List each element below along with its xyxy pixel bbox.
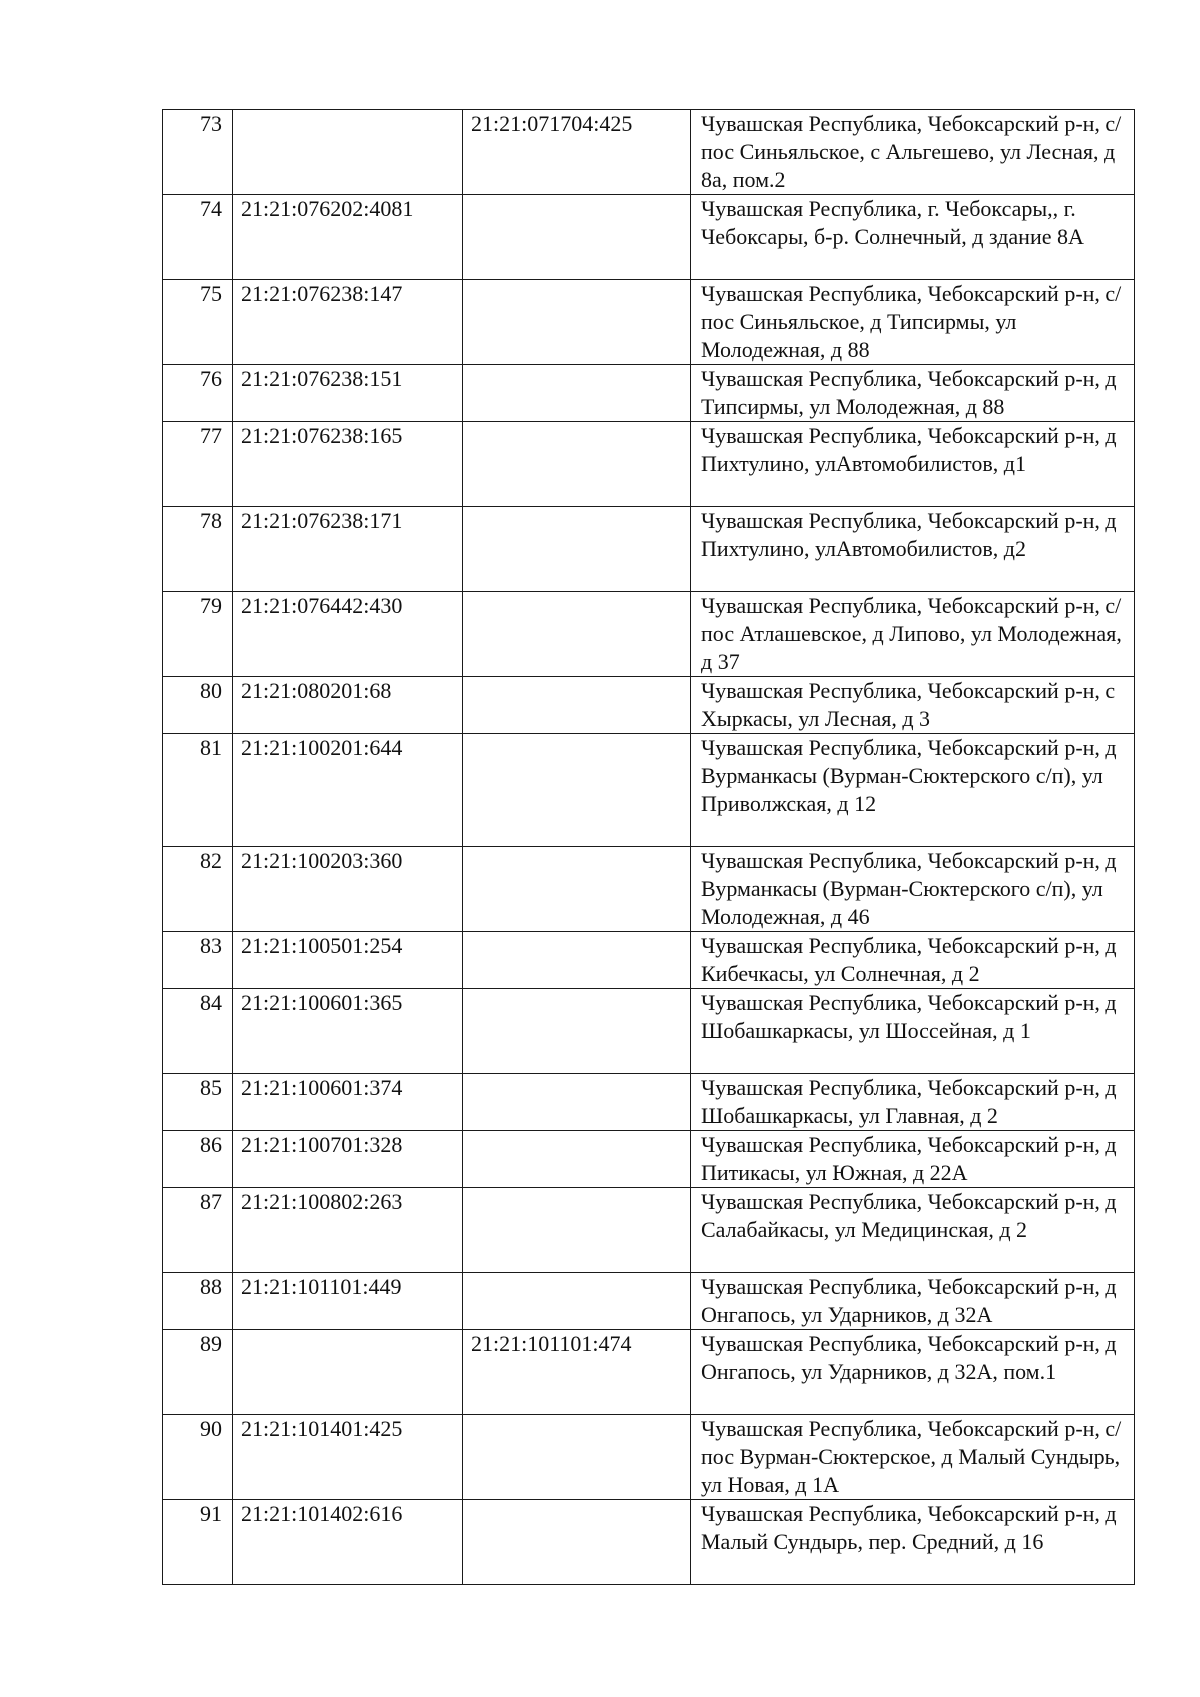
row-number: 85 — [163, 1074, 233, 1131]
row-number: 74 — [163, 195, 233, 280]
cadastral-number-premises — [463, 507, 691, 592]
row-number: 75 — [163, 280, 233, 365]
row-number: 90 — [163, 1415, 233, 1500]
address-cell: Чувашская Республика, Чебоксарский р-н, д Вурманкасы (Вурман-Сюктерского с/п), ул Приволжская, д 12 — [691, 734, 1135, 847]
address-cell: Чувашская Республика, Чебоксарский р-н, д Онгапось, ул Ударников, д 32А — [691, 1273, 1135, 1330]
table-row — [163, 989, 1135, 1074]
address-cell: Чувашская Республика, Чебоксарский р-н, д Вурманкасы (Вурман-Сюктерского с/п), ул Молодежная, д 46 — [691, 847, 1135, 932]
cadastral-number: 21:21:076238:151 — [233, 365, 463, 422]
address-cell: Чувашская Республика, Чебоксарский р-н, д Онгапось, ул Ударников, д 32А, пом.1 — [691, 1330, 1135, 1415]
cadastral-number: 21:21:101401:425 — [233, 1415, 463, 1500]
cadastral-number-premises — [463, 422, 691, 507]
address-cell: Чувашская Республика, Чебоксарский р-н, д Малый Сундырь, пер. Средний, д 16 — [691, 1500, 1135, 1585]
cadastral-number: 21:21:100802:263 — [233, 1188, 463, 1273]
cadastral-number: 21:21:076202:4081 — [233, 195, 463, 280]
address-cell: Чувашская Республика, Чебоксарский р-н, с Хыркасы, ул Лесная, д 3 — [691, 677, 1135, 734]
property-table — [162, 109, 1135, 1585]
cadastral-number: 21:21:076238:165 — [233, 422, 463, 507]
cadastral-number-premises — [463, 734, 691, 847]
cadastral-number: 21:21:100601:365 — [233, 989, 463, 1074]
table-row — [163, 1131, 1135, 1188]
table-row — [163, 932, 1135, 989]
cadastral-number: 21:21:100601:374 — [233, 1074, 463, 1131]
table-row — [163, 1273, 1135, 1330]
cadastral-number: 21:21:076442:430 — [233, 592, 463, 677]
table-body — [163, 110, 1135, 1585]
row-number: 84 — [163, 989, 233, 1074]
cadastral-number: 21:21:100203:360 — [233, 847, 463, 932]
row-number: 87 — [163, 1188, 233, 1273]
table-row — [163, 1188, 1135, 1273]
cadastral-number-premises — [463, 989, 691, 1074]
cadastral-number: 21:21:100501:254 — [233, 932, 463, 989]
cadastral-number-premises — [463, 592, 691, 677]
cadastral-number-premises: 21:21:101101:474 — [463, 1330, 691, 1415]
table-row — [163, 280, 1135, 365]
row-number: 91 — [163, 1500, 233, 1585]
address-cell: Чувашская Республика, Чебоксарский р-н, д Салабайкасы, ул Медицинская, д 2 — [691, 1188, 1135, 1273]
address-cell: Чувашская Республика, Чебоксарский р-н, с/пос Синьяльское, с Альгешево, ул Лесная, д 8а, пом.2 — [691, 110, 1135, 195]
cadastral-number-premises — [463, 1188, 691, 1273]
table-row — [163, 1415, 1135, 1500]
row-number: 83 — [163, 932, 233, 989]
address-cell: Чувашская Республика, Чебоксарский р-н, д Пихтулино, улАвтомобилистов, д2 — [691, 507, 1135, 592]
address-cell: Чувашская Республика, Чебоксарский р-н, с/пос Синьяльское, д Типсирмы, ул Молодежная, д 88 — [691, 280, 1135, 365]
row-number: 82 — [163, 847, 233, 932]
row-number: 80 — [163, 677, 233, 734]
row-number: 73 — [163, 110, 233, 195]
row-number: 77 — [163, 422, 233, 507]
address-cell: Чувашская Республика, Чебоксарский р-н, с/пос Атлашевское, д Липово, ул Молодежная, д 37 — [691, 592, 1135, 677]
row-number: 86 — [163, 1131, 233, 1188]
table-row — [163, 1500, 1135, 1585]
cadastral-number: 21:21:080201:68 — [233, 677, 463, 734]
cadastral-number-premises — [463, 1131, 691, 1188]
table-row — [163, 1330, 1135, 1415]
cadastral-number-premises: 21:21:071704:425 — [463, 110, 691, 195]
cadastral-number: 21:21:100201:644 — [233, 734, 463, 847]
table-row — [163, 734, 1135, 847]
row-number: 89 — [163, 1330, 233, 1415]
table-row — [163, 110, 1135, 195]
address-cell: Чувашская Республика, Чебоксарский р-н, д Кибечкасы, ул Солнечная, д 2 — [691, 932, 1135, 989]
table-row — [163, 507, 1135, 592]
cadastral-number-premises — [463, 1500, 691, 1585]
address-cell: Чувашская Республика, Чебоксарский р-н, с/пос Вурман-Сюктерское, д Малый Сундырь, ул Новая, д 1А — [691, 1415, 1135, 1500]
row-number: 88 — [163, 1273, 233, 1330]
cadastral-number: 21:21:076238:171 — [233, 507, 463, 592]
cadastral-number-premises — [463, 932, 691, 989]
cadastral-number: 21:21:076238:147 — [233, 280, 463, 365]
address-cell: Чувашская Республика, Чебоксарский р-н, д Шобашкаркасы, ул Главная, д 2 — [691, 1074, 1135, 1131]
address-cell: Чувашская Республика, Чебоксарский р-н, д Шобашкаркасы, ул Шоссейная, д 1 — [691, 989, 1135, 1074]
cadastral-number-premises — [463, 1273, 691, 1330]
table-row — [163, 592, 1135, 677]
cadastral-number — [233, 110, 463, 195]
cadastral-number-premises — [463, 1074, 691, 1131]
table-row — [163, 195, 1135, 280]
row-number: 78 — [163, 507, 233, 592]
address-cell: Чувашская Республика, г. Чебоксары,, г. Чебоксары, б-р. Солнечный, д здание 8А — [691, 195, 1135, 280]
table-row — [163, 365, 1135, 422]
row-number: 79 — [163, 592, 233, 677]
row-number: 76 — [163, 365, 233, 422]
address-cell: Чувашская Республика, Чебоксарский р-н, д Пихтулино, улАвтомобилистов, д1 — [691, 422, 1135, 507]
table-row — [163, 1074, 1135, 1131]
cadastral-number-premises — [463, 1415, 691, 1500]
cadastral-number: 21:21:101402:616 — [233, 1500, 463, 1585]
cadastral-number-premises — [463, 365, 691, 422]
cadastral-number-premises — [463, 195, 691, 280]
cadastral-number-premises — [463, 677, 691, 734]
cadastral-number — [233, 1330, 463, 1415]
table-row — [163, 847, 1135, 932]
row-number: 81 — [163, 734, 233, 847]
cadastral-number-premises — [463, 847, 691, 932]
table-row — [163, 677, 1135, 734]
address-cell: Чувашская Республика, Чебоксарский р-н, д Питикасы, ул Южная, д 22А — [691, 1131, 1135, 1188]
cadastral-number: 21:21:101101:449 — [233, 1273, 463, 1330]
table-row — [163, 422, 1135, 507]
address-cell: Чувашская Республика, Чебоксарский р-н, д Типсирмы, ул Молодежная, д 88 — [691, 365, 1135, 422]
cadastral-number: 21:21:100701:328 — [233, 1131, 463, 1188]
cadastral-number-premises — [463, 280, 691, 365]
